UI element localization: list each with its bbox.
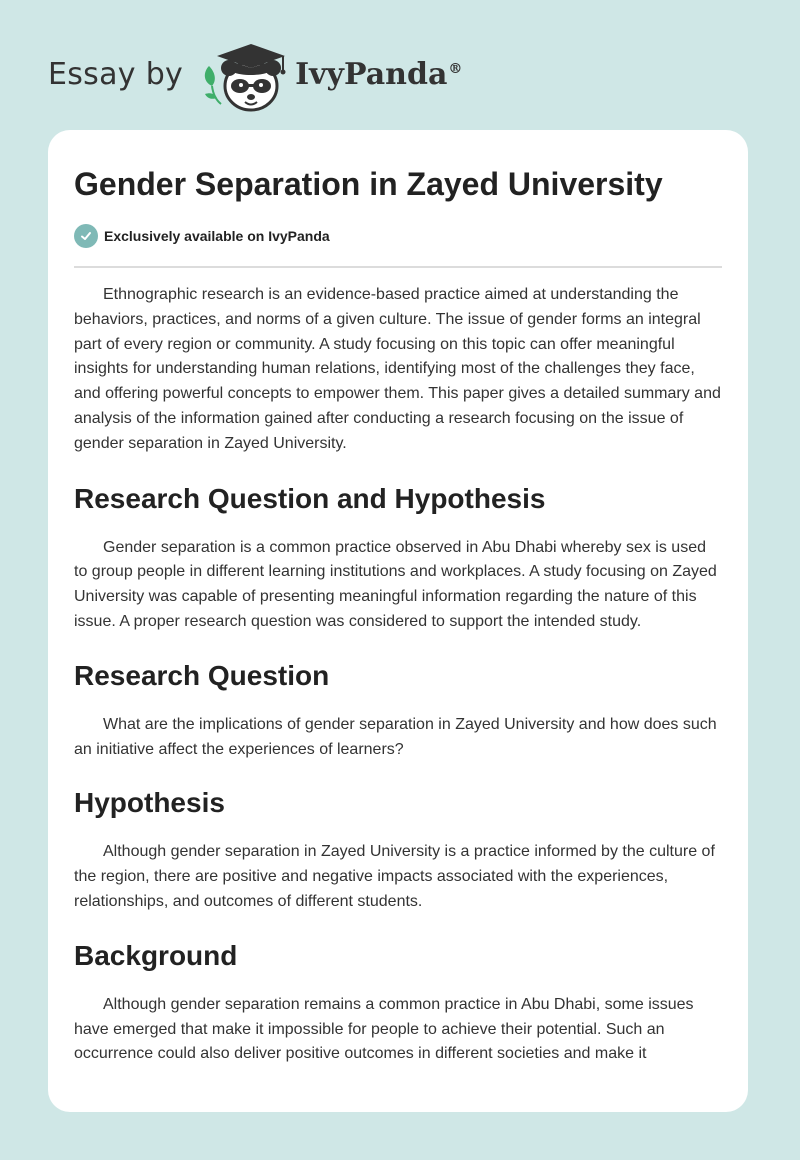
section-paragraph: Although gender separation remains a common practice in Abu Dhabi, some issues have emerged that make it impossible for people to achieve their potential. Such an occurrence could also deliver positive outcomes in different societies and make it (74, 995, 694, 1063)
section-paragraph: Gender separation is a common practice observed in Abu Dhabi whereby sex is used to group people in different learning institutions and workplaces. A study focusing on Zayed University was capable of presenting meaningful information regarding the nature of this issue. A proper research question was considered to support the intended study. (74, 538, 717, 630)
essay-title: Gender Separation in Zayed University (74, 166, 663, 202)
title-divider (74, 266, 722, 268)
section-paragraph: Although gender separation in Zayed University is a practice informed by the culture of the region, there are positive and negative impacts associated with the experiences, relationships, and outcomes of different students. (74, 843, 715, 910)
brand-name: IvyPanda® (295, 56, 463, 92)
section-heading: Research Question (74, 659, 330, 691)
essay-card (48, 130, 748, 1112)
section-heading: Background (74, 939, 238, 971)
intro-paragraph: Ethnographic research is an evidence-based practice aimed at understanding the behaviors, practices, and norms of a given culture. The issue of gender forms an integral part of every region or community. A study focusing on this topic can offer meaningful insights for understanding human relations, identifying most of the challenges they face, and offering powerful concepts to empower them. This paper gives a detailed summary and analysis of the information gained after conducting a research focusing on the issue of gender separation in Zayed University. (74, 286, 721, 452)
badge-text: Exclusively available on IvyPanda (104, 228, 330, 244)
section-paragraph: What are the implications of gender separation in Zayed University and how does such an initiative affect the experiences of learners? (74, 715, 717, 758)
panda-graduate-logo-icon (199, 34, 293, 114)
check-icon (74, 224, 98, 248)
section-heading: Hypothesis (74, 787, 225, 819)
exclusive-badge (74, 222, 722, 250)
section-heading: Research Question and Hypothesis (74, 482, 546, 514)
brand-prefix: Essay by (48, 56, 184, 92)
site-brand[interactable] (48, 34, 462, 114)
